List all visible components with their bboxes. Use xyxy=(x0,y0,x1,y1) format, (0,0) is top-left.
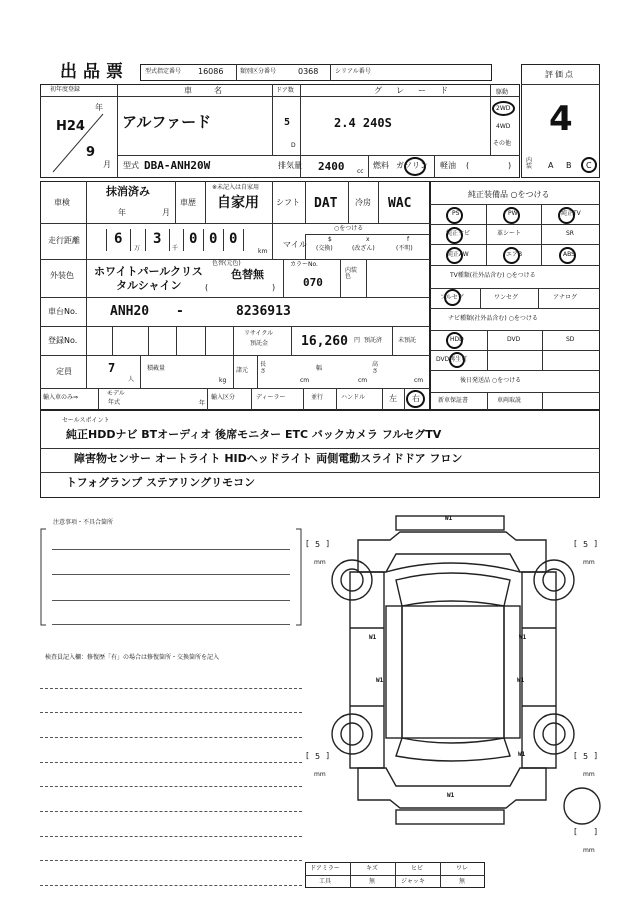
month-unit: 月 xyxy=(103,160,111,169)
fuel-gasoline-circle xyxy=(404,157,426,176)
damage-mark-left-front-door: W1 xyxy=(369,634,377,641)
later-manual: 車両取説 xyxy=(497,397,522,404)
width-label: 幅 xyxy=(316,365,323,372)
man-unit: 万 xyxy=(134,245,141,252)
score-value: 4 xyxy=(549,99,573,139)
history-value: 自家用 xyxy=(217,195,259,211)
mile-x: x xyxy=(366,236,370,243)
tire-rl-depth: 5 xyxy=(315,752,321,761)
shift-value: DAT xyxy=(314,196,338,211)
navi-dvd: DVD xyxy=(507,336,521,343)
fuel-paren-open: ( xyxy=(466,161,470,170)
damage-mark-left-rear: W1 xyxy=(376,677,384,684)
load-label: 積載量 xyxy=(147,365,166,372)
category-label: 類別区分番号 xyxy=(240,68,277,75)
displacement-label: 排気量 xyxy=(278,161,302,170)
later-title: 後日発送品 ○をつける xyxy=(460,377,522,384)
doors-value: 5 xyxy=(284,117,291,128)
car-body-diagram xyxy=(300,510,606,868)
interior-b: B xyxy=(566,161,572,170)
dvd-play-circle xyxy=(449,352,465,368)
score-label: 評価点 xyxy=(545,70,575,79)
width-cm: cm xyxy=(358,377,368,384)
dealer-label: ディーラー xyxy=(256,394,286,401)
navi-sd: SD xyxy=(566,336,575,343)
damage-mark-rear-bumper: W1 xyxy=(447,792,455,799)
drive-other: その他 xyxy=(493,140,512,147)
acc-jack-value: 無 xyxy=(459,878,466,885)
equip-airbag: エアB xyxy=(506,251,523,258)
recycle-value: 16,260 xyxy=(301,334,348,349)
sales-line-3: トフォグランプ ステアリングリモコン xyxy=(66,476,256,489)
equip-ps-circle xyxy=(446,207,463,224)
grade-value: 2.4 240S xyxy=(334,116,392,130)
tire-rr-depth: 5 xyxy=(583,752,589,761)
equip-navi-circle xyxy=(446,227,463,244)
acc-header-break: ワレ xyxy=(456,865,469,872)
km-unit: km xyxy=(258,248,268,255)
mileage-digit-4: 0 xyxy=(209,231,218,247)
damage-mark-right-front-door: W1 xyxy=(519,634,527,641)
circle-note: ○をつける xyxy=(334,225,364,232)
tire-fr-bracket-open: [ xyxy=(574,539,578,548)
cc-unit: cc xyxy=(357,168,364,175)
tire-rr-bracket-close: ] xyxy=(594,751,598,760)
equip-tv: 純正TV xyxy=(561,210,581,217)
sen-unit: 千 xyxy=(172,245,179,252)
repaint-value: 色替無 xyxy=(231,268,264,281)
color-label: 外装色 xyxy=(50,271,74,280)
mileage-digit-5: 0 xyxy=(229,231,238,247)
kg-unit: kg xyxy=(219,377,227,384)
mileage-digit-1: 6 xyxy=(114,231,123,247)
tire-rr-bracket-open: [ xyxy=(574,751,578,760)
length-label: 長さ xyxy=(260,361,267,375)
interior-color-label: 内装色 xyxy=(345,267,358,280)
tire-rr-mm: mm xyxy=(583,771,595,778)
interior-c-circle xyxy=(581,157,597,173)
handle-right: 右 xyxy=(412,394,420,403)
tire-rl-bracket-open: [ xyxy=(306,751,310,760)
mileage-digit-2: 3 xyxy=(153,231,162,247)
dim-label: 諸元 xyxy=(236,367,249,374)
parallel-label: 並行 xyxy=(311,394,324,401)
inspection-year-unit: 年 xyxy=(118,208,126,217)
history-note: ※未記入は自家用 xyxy=(212,184,260,191)
unknown-label: (不明) xyxy=(396,245,413,252)
drive-4wd: 4WD xyxy=(496,123,511,130)
mileage-label: 走行距離 xyxy=(48,236,80,245)
repaint-label: 色替(元色) xyxy=(212,260,241,267)
import-label: 輸入車のみ⇒ xyxy=(43,394,79,401)
door-sub: D xyxy=(291,142,296,149)
navi-hdd: HDD xyxy=(450,336,464,343)
equip-ps: PS xyxy=(452,210,460,217)
displacement-value: 2400 xyxy=(318,160,345,173)
acc-jack-label: ジャッキ xyxy=(401,878,425,885)
model-cert-label: 型式指定番号 xyxy=(145,68,182,75)
mileage-digit-3: 0 xyxy=(189,231,198,247)
fuel-paren-close: ) xyxy=(508,161,512,170)
equip-tv-circle xyxy=(558,207,575,224)
drive-2wd-circle xyxy=(492,101,515,116)
reg-year: H24 xyxy=(56,119,85,134)
model-year-label-2: 年式 xyxy=(108,399,121,406)
recycle-label-2: 預託金 xyxy=(250,340,269,347)
car-name: アルファード xyxy=(122,113,212,131)
inspector-label: 検査員記入欄：修復歴「有」の場合は修復箇所・交換箇所を記入 xyxy=(45,654,220,661)
handle-right-circle xyxy=(406,390,425,408)
equip-leather: 革シート xyxy=(497,230,522,237)
length-cm: cm xyxy=(300,377,310,384)
equipment-title: 純正装備品 ○をつける xyxy=(468,190,550,199)
form-title: 出品票 xyxy=(60,62,129,82)
tire-rl-bracket-close: ] xyxy=(326,751,330,760)
type-value: DBA-ANH20W xyxy=(144,159,211,172)
sales-line-1: 純正HDDナビ BTオーディオ 後席モニター ETC バックカメラ フルセグTV xyxy=(66,428,442,441)
sales-line-2: 障害物センサー オートライト HIDヘッドライト 両側電動スライドドア フロン xyxy=(74,452,463,465)
spare-bracket-open: [ xyxy=(574,827,578,836)
acc-tools-value: 無 xyxy=(369,878,376,885)
doors-label: ドア数 xyxy=(276,87,294,94)
tire-fr-mm: mm xyxy=(583,559,595,566)
tampered-label: (改ざん) xyxy=(352,245,375,252)
tire-fl-bracket-open: [ xyxy=(306,539,310,548)
model-year-unit: 年 xyxy=(199,400,206,407)
handle-left: 左 xyxy=(389,394,397,403)
later-warranty: 新車保証書 xyxy=(438,397,469,404)
drive-2wd: 2WD xyxy=(496,105,511,112)
equip-aw-circle xyxy=(446,247,463,264)
import-class-label: 輸入区分 xyxy=(211,394,236,401)
damage-mark-right-rear: W1 xyxy=(517,677,525,684)
color-value-2: タルシャイン xyxy=(116,279,182,292)
tire-fl-depth: 5 xyxy=(315,540,321,549)
spare-mm: mm xyxy=(583,847,595,854)
tire-rl-mm: mm xyxy=(314,771,326,778)
color-no-label: カラーNo. xyxy=(290,261,318,268)
sales-label: セールスポイント xyxy=(62,417,110,424)
reg-month: 9 xyxy=(86,145,96,160)
not-deposited-label: 未預託 xyxy=(398,337,417,344)
equip-abs-circle xyxy=(559,247,576,264)
acc-tools-label: 工具 xyxy=(319,878,332,885)
ac-label: 冷房 xyxy=(355,198,371,207)
fuel-label: 燃料 xyxy=(373,161,389,170)
model-year-label-1: モデル xyxy=(107,390,125,397)
acc-header-crack: ヒビ xyxy=(411,865,424,872)
tire-fr-bracket-close: ] xyxy=(594,539,598,548)
acc-header-mirror: ドアミラー xyxy=(310,865,340,872)
color-no-value: 070 xyxy=(303,276,323,289)
inspection-month-unit: 月 xyxy=(162,208,170,217)
height-label: 高さ xyxy=(372,361,379,375)
chassis-model: ANH20 xyxy=(110,304,150,319)
height-cm: cm xyxy=(414,377,424,384)
dvd-play: DVD再生可 xyxy=(436,356,468,363)
repaint-paren-open: ( xyxy=(205,283,209,292)
tv-fullseg: フルセグ xyxy=(440,294,464,301)
registration-label: 登録No. xyxy=(48,336,78,345)
shift-label: シフト xyxy=(276,198,300,207)
equip-pw: PW xyxy=(508,210,518,217)
caution-bracket xyxy=(40,525,304,635)
caution-label: 注意事項・不具合箇所 xyxy=(53,519,114,526)
navi-title: ナビ種類(社外品含む) ○をつける xyxy=(448,315,538,322)
repaint-paren-close: ) xyxy=(272,283,276,292)
serial-label: シリアル番号 xyxy=(335,68,371,75)
deposited-label: 預託済 xyxy=(364,337,383,344)
first-reg-label: 初年度登録 xyxy=(50,86,81,93)
model-cert-value: 16086 xyxy=(198,67,224,76)
recycle-label-1: リサイクル xyxy=(244,330,274,337)
capacity-unit: 人 xyxy=(128,376,135,383)
car-name-label: 車名 xyxy=(184,86,244,95)
equip-abs: ABS xyxy=(563,251,575,258)
equip-sr: SR xyxy=(566,230,574,237)
interior-a: A xyxy=(548,161,554,170)
mile-f: f xyxy=(407,236,410,243)
handle-label: ハンドル xyxy=(341,394,366,401)
inspection-label: 車検 xyxy=(54,198,70,207)
category-value: 0368 xyxy=(298,67,319,76)
tire-fr-depth: 5 xyxy=(583,540,589,549)
interior-c: C xyxy=(586,161,592,170)
interior-label: 内装 xyxy=(526,157,533,170)
drive-label: 駆動 xyxy=(496,89,509,96)
grade-label: グレード xyxy=(374,86,462,95)
acc-header-scratch: キズ xyxy=(366,865,378,872)
tv-title: TV種類(社外品含む) ○をつける xyxy=(450,272,536,279)
fuel-gasoline: ガソリン xyxy=(396,161,428,170)
equip-airbag-circle xyxy=(503,247,523,264)
equip-navi: 純正ナビ xyxy=(446,230,471,237)
ac-value: WAC xyxy=(388,196,412,211)
recycle-unit: 円 xyxy=(354,337,361,344)
details-table xyxy=(40,181,430,410)
mile-s: $ xyxy=(328,236,332,243)
damage-mark-right-quarter: W1 xyxy=(518,751,526,758)
spare-bracket-close: ] xyxy=(594,827,598,836)
type-label: 型式 xyxy=(123,161,139,170)
capacity-label: 定員 xyxy=(56,367,72,376)
chassis-dash: - xyxy=(176,304,184,319)
chassis-label: 車台No. xyxy=(48,307,78,316)
tv-fullseg-circle xyxy=(444,289,461,306)
chassis-no: 8236913 xyxy=(236,304,291,319)
color-value-1: ホワイトパールクリス xyxy=(94,265,203,278)
inspection-value: 抹消済み xyxy=(106,185,150,198)
exchange-label: (交換) xyxy=(316,245,333,252)
tv-analog: アナログ xyxy=(553,294,578,301)
equip-aw: 純正AW xyxy=(447,251,469,258)
history-label: 車歴 xyxy=(180,198,196,207)
tire-fl-bracket-close: ] xyxy=(326,539,330,548)
tv-oneseg: ワンセグ xyxy=(494,294,519,301)
year-unit: 年 xyxy=(95,103,103,112)
fuel-diesel: 軽油 xyxy=(440,161,456,170)
mile-label: マイル xyxy=(283,240,307,249)
damage-mark-front-bumper: W1 xyxy=(445,515,453,522)
equip-pw-circle xyxy=(503,207,520,224)
capacity-value: 7 xyxy=(108,361,116,375)
navi-hdd-circle xyxy=(446,332,463,349)
tire-fl-mm: mm xyxy=(314,559,326,566)
